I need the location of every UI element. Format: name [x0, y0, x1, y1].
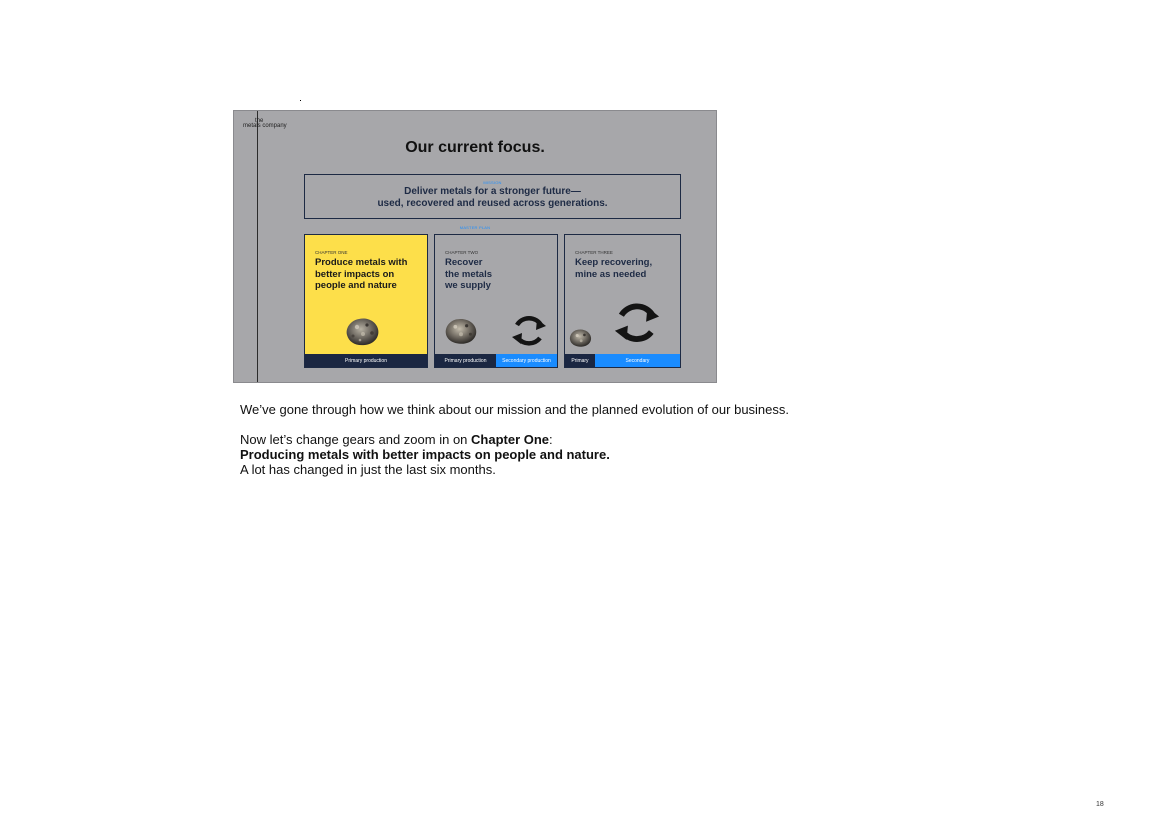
slide-thumbnail	[233, 110, 717, 383]
nodule-rock-icon	[568, 327, 593, 348]
chapter-one-emphasis: Chapter One	[471, 432, 550, 447]
page-number: 18	[1096, 801, 1104, 808]
primary-segment: Primary	[565, 354, 595, 367]
notes-paragraph-3: Producing metals with better impacts on people and nature.	[240, 447, 610, 462]
mission-line-1: Deliver metals for a stronger future—	[404, 186, 581, 197]
chapter-label: CHAPTER ONE	[315, 250, 348, 255]
mission-line-2: used, recovered and reused across generations.	[377, 198, 608, 209]
chapter-heading: Recover the metals we supply	[445, 257, 492, 291]
chapter-label: CHAPTER THREE	[575, 250, 613, 255]
notes-paragraph-4: A lot has changed in just the last six months.	[240, 462, 496, 477]
slide-title: Our current focus.	[405, 139, 545, 156]
production-bar	[435, 354, 557, 367]
production-bar	[305, 354, 427, 367]
nodule-rock-icon	[443, 315, 479, 346]
secondary-production-segment: Secondary production	[496, 354, 557, 367]
notes-paragraph-2: Now let’s change gears and zoom in on Chapter One:	[240, 432, 553, 447]
secondary-segment: Secondary	[595, 354, 680, 367]
primary-production-segment: Primary production	[305, 354, 427, 367]
chapter-heading: Produce metals with better impacts on people and nature	[315, 257, 408, 291]
recycle-cycle-icon	[509, 311, 549, 351]
mission-box	[304, 174, 681, 219]
chapter-three-card	[564, 234, 681, 368]
notes-paragraph-1: We’ve gone through how we think about our mission and the planned evolution of our business.	[240, 402, 790, 417]
master-plan-label: MASTER PLAN	[459, 225, 491, 230]
primary-production-segment: Primary production	[435, 354, 496, 367]
chapter-heading: Keep recovering, mine as needed	[575, 257, 653, 280]
chapter-two-card	[434, 234, 558, 368]
speaker-notes	[240, 402, 789, 477]
production-bar	[565, 354, 680, 367]
company-logo: the metals company	[243, 118, 287, 129]
chapter-one-card	[304, 234, 428, 368]
nodule-rock-icon	[343, 315, 381, 347]
stray-dot	[300, 100, 301, 101]
mission-label: MISSION	[483, 180, 502, 185]
recycle-cycle-icon	[611, 297, 663, 349]
chapter-label: CHAPTER TWO	[445, 250, 479, 255]
